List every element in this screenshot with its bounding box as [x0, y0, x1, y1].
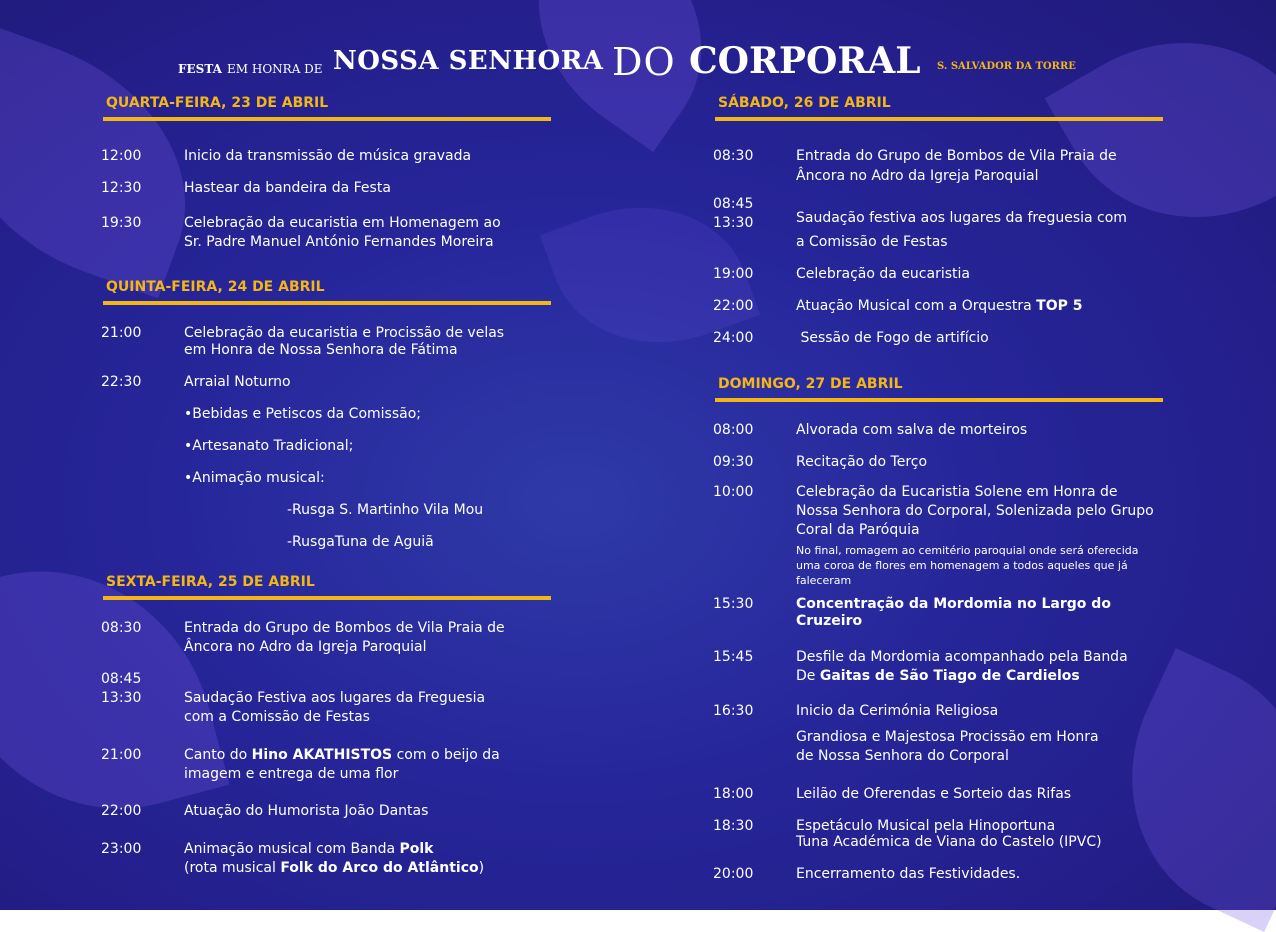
text-part: Atuação Musical com a Orquestra [796, 298, 1037, 314]
event-description [184, 746, 500, 764]
bullet-item: •Animação musical: [184, 470, 325, 486]
day-heading-wednesday: QUARTA-FEIRA, 23 DE ABRIL [106, 95, 329, 111]
text-bold: Gaitas de São Tiago de Cardielos [819, 668, 1080, 684]
event-time: 08:45 [101, 671, 142, 687]
event-time: 13:30 [101, 690, 142, 706]
event-description: Leilão de Oferendas e Sorteio das Rifas [796, 786, 1072, 802]
event-description: Atuação do Humorista João Dantas [184, 803, 429, 819]
event-description: Desfile da Mordomia acompanhado pela Banda [796, 649, 1128, 665]
day-heading-friday: SEXTA-FEIRA, 25 DE ABRIL [106, 574, 315, 590]
event-time: 22:30 [101, 374, 142, 390]
event-time: 22:00 [713, 298, 754, 314]
event-description: em Honra de Nossa Senhora de Fátima [184, 342, 458, 358]
event-description: Espetáculo Musical pela Hinoportuna [796, 818, 1056, 834]
event-time: 12:00 [101, 148, 142, 164]
day-heading-sunday: DOMINGO, 27 DE ABRIL [718, 376, 903, 392]
event-description: Recitação do Terço [796, 454, 928, 470]
event-description: Saudação festiva aos lugares da freguesia com [796, 210, 1127, 226]
event-description: Nossa Senhora do Corporal, Solenizada pelo Grupo [796, 503, 1154, 519]
event-description: de Nossa Senhora do Corporal [796, 748, 1009, 764]
event-description: Alvorada com salva de morteiros [796, 422, 1028, 438]
text-part: De [796, 668, 820, 684]
text-part: Canto do [184, 747, 252, 763]
day-divider [103, 301, 551, 305]
event-time: 12:30 [101, 180, 142, 196]
title-em-honra: EM HONRA DE [227, 62, 323, 76]
bullet-item: •Bebidas e Petiscos da Comissão; [184, 406, 421, 422]
event-note: uma coroa de flores em homenagem a todos aqueles que já [796, 559, 1128, 572]
event-note: No final, romagem ao cemitério paroquial onde será oferecida [796, 544, 1139, 557]
event-description: Concentração da Mordomia no Largo do [796, 596, 1111, 612]
text-bold: Hino AKATHISTOS [251, 747, 393, 763]
day-divider [103, 117, 551, 121]
event-time: 23:00 [101, 841, 142, 857]
page-title [0, 40, 1276, 84]
event-time: 19:00 [713, 266, 754, 282]
text-bold: TOP 5 [1036, 298, 1083, 314]
event-description [184, 859, 484, 877]
event-description: Celebração da eucaristia e Procissão de velas [184, 325, 505, 341]
event-time: 15:30 [713, 596, 754, 612]
event-time: 16:30 [713, 703, 754, 719]
event-time: 09:30 [713, 454, 754, 470]
event-description: Celebração da eucaristia em Homenagem ao [184, 215, 501, 231]
day-heading-thursday: QUINTA-FEIRA, 24 DE ABRIL [106, 279, 325, 295]
text-part: Animação musical com Banda [184, 841, 400, 857]
event-time: 08:30 [101, 620, 142, 636]
title-corporal: CORPORAL [689, 40, 921, 82]
text-part: ) [478, 860, 485, 876]
decorative-leaf [1083, 648, 1276, 932]
event-description: Âncora no Adro da Igreja Paroquial [184, 639, 427, 655]
event-description: Celebração da eucaristia [796, 266, 970, 282]
event-time: 24:00 [713, 330, 754, 346]
event-description: Sessão de Fogo de artifício [796, 330, 989, 346]
day-heading-saturday: SÁBADO, 26 DE ABRIL [718, 95, 891, 111]
title-festa: FESTA [178, 62, 222, 76]
event-description: Grandiosa e Majestosa Procissão em Honra [796, 729, 1099, 745]
event-time: 10:00 [713, 484, 754, 500]
event-time: 22:00 [101, 803, 142, 819]
event-description: Celebração da Eucaristia Solene em Honra de [796, 484, 1118, 500]
text-part: (rota musical [184, 860, 281, 876]
event-description [796, 667, 1080, 685]
event-time: 21:00 [101, 747, 142, 763]
title-place: S. SALVADOR DA TORRE [937, 61, 1076, 72]
day-divider [715, 117, 1163, 121]
event-time: 21:00 [101, 325, 142, 341]
event-description: Coral da Paróquia [796, 522, 920, 538]
event-time: 20:00 [713, 866, 754, 882]
title-do: DO [612, 40, 676, 84]
event-time: 18:00 [713, 786, 754, 802]
sub-item: -RusgaTuna de Aguiã [287, 534, 434, 550]
event-time: 13:30 [713, 215, 754, 231]
event-description: Entrada do Grupo de Bombos de Vila Praia de [184, 620, 505, 636]
event-time: 19:30 [101, 215, 142, 231]
event-description: Entrada do Grupo de Bombos de Vila Praia de [796, 148, 1117, 164]
text-bold: Polk [399, 841, 434, 857]
event-description: a Comissão de Festas [796, 234, 948, 250]
event-description: imagem e entrega de uma flor [184, 766, 399, 782]
event-note: faleceram [796, 574, 852, 587]
event-description [796, 297, 1083, 315]
event-description: Cruzeiro [796, 613, 863, 629]
day-divider [103, 596, 551, 600]
event-description: Encerramento das Festividades. [796, 866, 1021, 882]
bullet-item: •Artesanato Tradicional; [184, 438, 354, 454]
event-description: Sr. Padre Manuel António Fernandes Moreira [184, 234, 494, 250]
event-time: 08:00 [713, 422, 754, 438]
event-description: Tuna Académica de Viana do Castelo (IPVC) [796, 834, 1102, 850]
event-time: 15:45 [713, 649, 754, 665]
event-description: Arraial Noturno [184, 374, 291, 390]
event-description: Âncora no Adro da Igreja Paroquial [796, 168, 1039, 184]
text-bold: Folk do Arco do Atlântico [280, 860, 479, 876]
event-description: Hastear da bandeira da Festa [184, 180, 391, 196]
event-time: 08:45 [713, 196, 754, 212]
text-part: com o beijo da [392, 747, 500, 763]
event-description: Inicio da transmissão de música gravada [184, 148, 472, 164]
event-description: Inicio da Cerimónia Religiosa [796, 703, 999, 719]
title-nossa-senhora: NOSSA SENHORA [333, 46, 604, 76]
event-description: com a Comissão de Festas [184, 709, 370, 725]
event-description [184, 840, 433, 858]
event-description: Saudação Festiva aos lugares da Freguesia [184, 690, 486, 706]
sub-item: -Rusga S. Martinho Vila Mou [287, 502, 484, 518]
event-time: 18:30 [713, 818, 754, 834]
event-time: 08:30 [713, 148, 754, 164]
day-divider [715, 398, 1163, 402]
